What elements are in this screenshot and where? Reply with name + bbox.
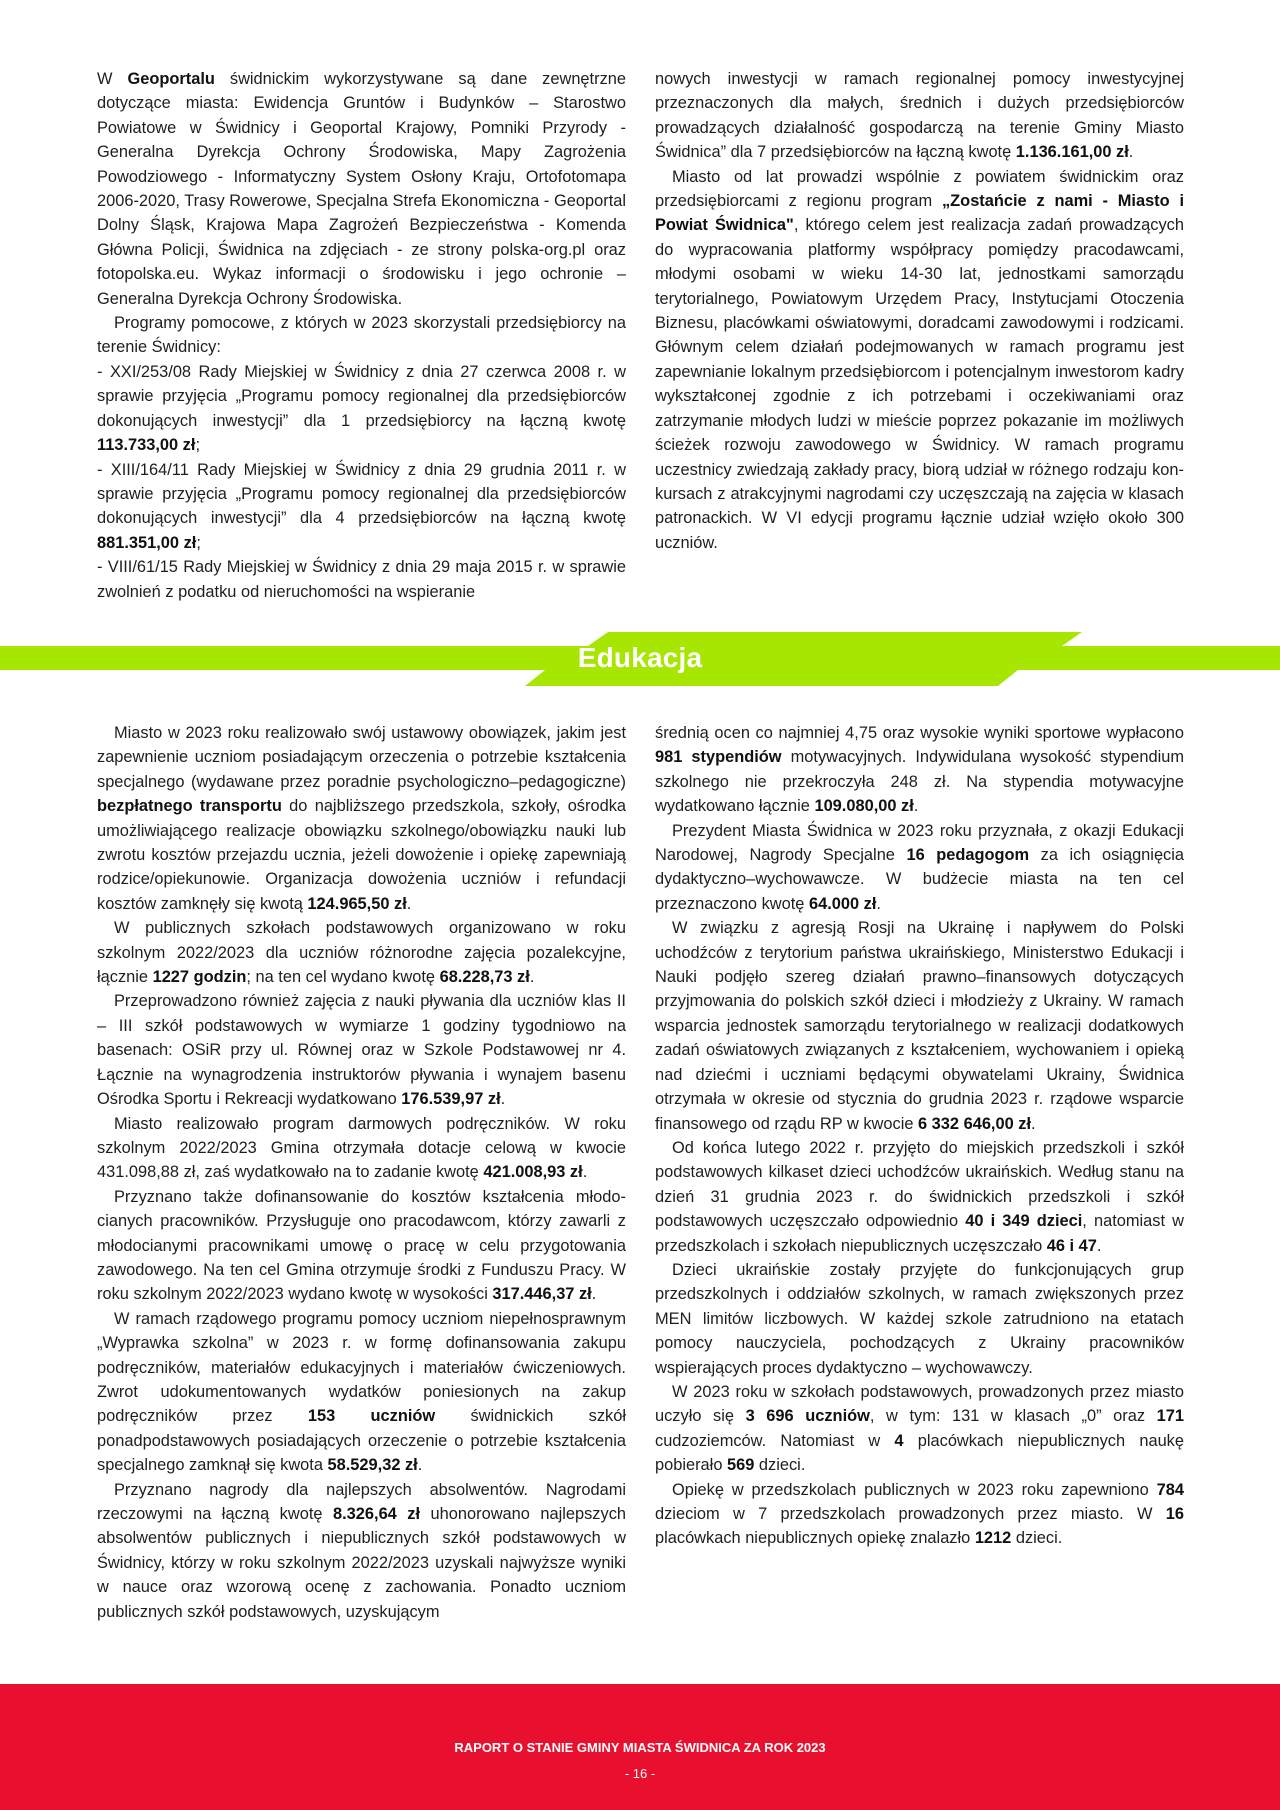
bold-figure: 981 stypendiów xyxy=(655,748,782,767)
text-run: Prezydent Miasta Świdnica w 2023 roku przyznała, z okazji Edukacji Narodowej, Nagrody Specjalne xyxy=(655,821,1184,865)
footer-title: RAPORT O STANIE GMINY MIASTA ŚWIDNICA ZA ROK 2023 xyxy=(454,1740,826,1755)
text-run: Przyznano także dofinansowanie do kosztów kształcenia młodocianych pracowników. Przysługuje ono pracodawcom, którzy zawarli z młodocianymi pracownikami umowę o pracę w celu przygotowania zawodowego. Na ten cel Gmina otrzymuje środki z Funduszu Pracy. W roku szkolnym 2022/2023 wydano kwotę w wysokości xyxy=(97,1187,626,1304)
paragraph xyxy=(97,1478,626,1624)
text-run: W ramach rządowego programu pomocy uczniom niepełnosprawnym „Wyprawka szkolna” w 2023 r. w formę dofinansowania zakupu podręczników, materiałów edukacyjnych i materiałów ćwiczeniowych. Zwrot udokumentowanych wydatków poniesionych na zakup podręczników przez xyxy=(97,1309,626,1426)
text-run: uhonorowano najlepszych absolwentów publicznych i niepublicznych szkół podstawowych w Świdnicy, którzy w roku szkolnym 2022/2023 uzyskali najwyższe wyniki w nauce oraz wzorową ocenę z zachowania. Ponadto uczniom publicznych szkół podstawowych, uzyskującym xyxy=(97,1505,627,1621)
bold-figure: 16 pedagogom xyxy=(906,846,1030,865)
bold-figure: 421.008,93 zł xyxy=(483,1163,583,1182)
bold-figure: 109.080,00 zł xyxy=(814,797,914,816)
text-run: Programy pomocowe, z których w 2023 skorzystali przedsiębiorcy na terenie Świdnicy: xyxy=(97,314,626,357)
bold-figure: Geoportalu xyxy=(127,70,215,88)
bold-figure: 4 xyxy=(894,1431,904,1450)
text-run: W związku z agresją Rosji na Ukrainę i napływem do Polski uchodźców z terytorium państwa ukraińskiego, Ministerstwo Edukacji i Nauki podjęło szereg działań prawno–finansowych dotyczących przyjmowania do polskich szkół dzieci i młodzieży z Ukrainy. W ramach wsparcia jednostek samorządu terytorialnego w realizacji dodatkowych zadań oświatowych związanych z kształceniem, wychowaniem i opieką nad dziećmi i uczniami będącymi obywatelami Ukrainy, Świdnica otrzymała w okresie od stycznia do grudnia 2023 r. rządowe wsparcie finansowego od rządu RP w kwocie xyxy=(655,919,1184,1133)
text-run: , w tym: 131 w klasach „0” oraz xyxy=(869,1407,1157,1426)
page-number: - 16 - xyxy=(624,1766,656,1781)
paragraph xyxy=(97,721,626,916)
bold-figure: 16 xyxy=(1165,1505,1184,1523)
text-run: ; na ten cel wydano kwotę xyxy=(246,968,440,987)
paragraph xyxy=(655,916,1184,1136)
bold-figure: „Zostańcie z nami - Miasto i Powiat Świdnica" xyxy=(655,192,1184,235)
paragraph xyxy=(655,67,1184,165)
text-run: placówkach niepublicznych opiekę znalazło xyxy=(655,1529,975,1548)
paragraph xyxy=(97,989,626,1111)
text-run: Opiekę w przedszkolach publicznych w 2023 roku zapewniono xyxy=(672,1480,1157,1499)
text-run: . xyxy=(582,1163,588,1182)
bold-figure: 881.351,00 zł xyxy=(97,533,197,552)
paragraph xyxy=(655,819,1184,917)
text-run: . xyxy=(1031,1114,1036,1133)
text-run: . xyxy=(876,894,881,913)
page-footer xyxy=(0,1684,1280,1810)
text-run: Od końca lutego 2022 r. przyjęto do miejskich przedszkoli i szkół podstawowych kilkaset dzieci uchodźców ukraińskich. Według stanu na dzień 31 grudnia 2023 r. do świdnickich przedszkoli i szkół podstawowych uczęszczało odpowiednio xyxy=(655,1138,1184,1231)
text-run: . xyxy=(1096,1236,1102,1255)
text-run: Miasto w 2023 roku realizowało swój ustawowy obowiązek, jakim jest zapewnienie uczniom posiadającym orzeczenia o potrzebie kształcenia specjalnego (wydawane przez poradnie psychologiczno–pedagogiczne) xyxy=(97,724,626,791)
paragraph xyxy=(655,1380,1184,1478)
paragraph xyxy=(97,311,626,360)
bold-figure: 46 i 47 xyxy=(1046,1236,1097,1255)
text-run: W 2023 roku w szkołach podstawowych, prowadzonych przez miasto uczyło się xyxy=(655,1382,1184,1426)
bold-figure: 176.539,97 zł xyxy=(401,1090,501,1109)
text-run: Przeprowadzono również zajęcia z nauki pływania dla uczniów klas II – III szkół podstawowych w wymiarze 1 godziny tygodniowo na basenach: OSiR przy ul. Równej oraz w Szkole Podstawowej nr 4. Łącznie na wynagrodzenia instruktorów pływania i wynajem basenu Ośrodka Sportu i Rekreacji wydatkowano xyxy=(97,992,626,1109)
bold-figure: 1212 xyxy=(974,1529,1012,1548)
paragraph xyxy=(97,458,626,556)
text-run: . xyxy=(417,1456,423,1475)
text-run: - XXI/253/08 Rady Miejskiej w Świdnicy z dnia 27 czerwca 2008 r. w sprawie przyjęcia „Programu pomocy regionalnej dla przedsiębiorców dokonujących inwestycji” dla 1 przedsiębiorcy na łączną kwotę xyxy=(97,362,626,430)
paragraph xyxy=(655,1136,1184,1258)
text-run: do najbliższego przedszkola, szkoły, ośrodka umożliwiającego realizacje obowiązku szkolnego/obowiązku nauki lub zwrotu kosztów przejazdu ucznia, jeżeli dowożenie i opiekę zapewniają rodzice/opiekunowie. Organizacja dowożenia uczniów i refundacji kosztów zamknęły się kwotą xyxy=(97,797,627,913)
bold-figure: 58.529,32 zł xyxy=(327,1456,418,1475)
bold-figure: 40 i 349 dzieci xyxy=(965,1212,1083,1231)
bold-figure: 6 332 646,00 zł xyxy=(918,1114,1032,1133)
text-run: , natomiast w przedszkolach i szkołach niepublicznych uczęszczało xyxy=(655,1212,1185,1255)
text-run: dzieci. xyxy=(754,1456,806,1475)
text-run: . xyxy=(913,797,919,816)
bold-figure: 113.733,00 zł xyxy=(97,436,196,455)
bold-figure: 784 xyxy=(1156,1480,1184,1499)
bold-figure: 171 xyxy=(1156,1407,1184,1426)
bold-figure: 1227 godzin xyxy=(152,968,247,987)
paragraph xyxy=(97,916,626,989)
bold-figure: 153 uczniów xyxy=(307,1407,436,1426)
text-run: świdnickich szkół ponadpodstawowych posiadających orzeczenie o potrzebie kształcenia specjalnego zamknął się kwota xyxy=(97,1407,627,1475)
text-run: , którego celem jest realizacja zadań prowadzących do wypracowania platformy współpracy pomiędzy pracodawcami, młodymi osobami w wieku 14-30 lat, jednostkami samorządu terytorialnego, Powiatowym Urzędem Pracy, Instytucjami Otoczenia Biznesu, placówkami oświatowymi, doradcami zawodowymi i rodzicami. Głównym celem działań podejmowanych w ramach programu jest zapewnianie lokalnym przedsiębiorcom i potencjalnym inwestorom kadry wykształconej zgodnie z ich potrzebami i oczekiwaniami oraz zatrzymanie młodych ludzi w mieście poprzez pokazanie im możliwych ścieżek rozwoju zawodowego w Świdnicy. W ramach programu uczestnicy zwiedzają zakłady pracy, biorą udział w różnego rodzaju konkursach z atrakcyjnymi nagrodami czy uczęszczają na zajęcia w klasach patronackich. W VI edycji programu łącznie udział wzięło około 300 uczniów. xyxy=(655,216,1184,552)
text-run: . xyxy=(529,968,535,987)
text-run: - XIII/164/11 Rady Miejskiej w Świdnicy z dnia 29 grudnia 2011 r. w sprawie przyjęcia „Programu pomocy regionalnej dla przedsiębiorców dokonujących inwestycji” dla 4 przedsiębiorców na łączną kwotę xyxy=(97,460,626,528)
text-column-top-left xyxy=(97,67,626,604)
text-run: . xyxy=(500,1090,506,1109)
text-run: świdnickim wykorzystywane są dane zewnętrzne dotyczące miasta: Ewidencja Gruntów i Budynków – Starostwo Powiatowe w Świdnicy i Geoportal Krajowy, Pomniki Przyrody - Generalna Dyrekcja Ochrony Środowiska, Mapy Zagrożenia Powodziowego - Informatyczny System Osłony Kraju, Ortofotomapa 2006-2020, Trasy Rowerowe, Specjalna Strefa Ekonomiczna - Geoportal Dolny Śląsk, Krajowa Mapa Zagrożeń Bezpieczeństwa - Komenda Główna Policji, Świdnica na zdjęciach - ze strony polska-org.pl oraz fotopolska.eu. Wykaz informacji o środowisku i jego ochronie – Generalna Dyrekcja Ochrony Środowiska. xyxy=(97,70,626,308)
text-column-bottom-left xyxy=(97,721,626,1624)
text-run: Miasto realizowało program darmowych podręczników. W roku szkolnym 2022/2023 Gmina otrzymała dotacje celową w kwocie 431.098,88 zł, zaś wydatkowało na to zadanie kwotę xyxy=(97,1114,626,1182)
text-run: ; xyxy=(195,436,200,455)
text-run: cudzoziemców. Natomiast w xyxy=(655,1431,895,1450)
paragraph xyxy=(97,67,626,311)
paragraph xyxy=(97,1112,626,1185)
bold-figure: 8.326,64 zł xyxy=(333,1505,421,1523)
paragraph xyxy=(655,1258,1184,1380)
text-run: za ich osiągnięcia dydaktyczno–wychowawcze. W budżecie miasta na ten cel przeznaczono kwotę xyxy=(655,846,1185,913)
bold-figure: 68.228,73 zł xyxy=(439,968,530,987)
paragraph xyxy=(97,1185,626,1307)
text-run: ; xyxy=(196,533,201,552)
text-run: dzieci. xyxy=(1011,1529,1063,1548)
paragraph xyxy=(655,165,1184,556)
text-run: . xyxy=(591,1285,597,1304)
paragraph xyxy=(655,1478,1184,1551)
text-column-bottom-right xyxy=(655,721,1184,1551)
bold-figure: 569 xyxy=(727,1456,755,1475)
bold-figure: 1.136.161,00 zł xyxy=(1015,143,1129,162)
text-column-top-right xyxy=(655,67,1184,555)
paragraph xyxy=(655,721,1184,819)
paragraph xyxy=(97,555,626,604)
paragraph xyxy=(97,1307,626,1478)
bold-figure: 64.000 zł xyxy=(808,894,877,913)
paragraph xyxy=(97,360,626,458)
text-run: dzieciom w 7 przedszkolach prowadzonych przez miasto. W xyxy=(655,1505,1166,1523)
text-run: . xyxy=(1128,143,1134,162)
text-run: Przyznano nagrody dla najlepszych absolwentów. Nagrodami rzeczowymi na łączną kwotę xyxy=(97,1480,626,1523)
bold-figure: bezpłatnego transportu xyxy=(97,797,282,816)
text-run: motywacyjnych. Indywidulana wysokość stypendium szkolnego nie przekroczyła 248 zł. Na stypendia motywacyjne wydatkowano łącznie xyxy=(655,748,1184,816)
section-title: Edukacja xyxy=(577,642,703,673)
text-run: Miasto od lat prowadzi wspólnie z powiatem świdnickim oraz przedsiębiorcami z regionu program xyxy=(655,167,1184,211)
bold-figure: 317.446,37 zł xyxy=(492,1285,592,1304)
text-run: W xyxy=(97,70,128,88)
text-run: średnią ocen co najmniej 4,75 oraz wysokie wyniki sportowe wypłacono xyxy=(655,724,1184,742)
text-run: W publicznych szkołach podstawowych organizowano w roku szkolnym 2022/2023 dla uczniów różnorodne zajęcia pozalekcyjne, łącznie xyxy=(97,919,626,987)
bold-figure: 124.965,50 zł xyxy=(307,894,407,913)
text-run: . xyxy=(406,894,412,913)
text-run: placówkach niepublicznych naukę pobierało xyxy=(655,1431,1184,1475)
text-run: - VIII/61/15 Rady Miejskiej w Świdnicy z dnia 29 maja 2015 r. w sprawie zwolnień z podatku od nieruchomości na wspieranie xyxy=(97,558,626,601)
text-run: nowych inwestycji w ramach regionalnej pomocy inwestycyjnej przeznaczonych dla małych, średnich i dużych przedsiębiorców prowadzących działalność gospodarczą na terenie Gminy Miasto Świdnica” dla 7 przedsiębiorców na łączną kwotę xyxy=(655,70,1184,162)
bold-figure: 3 696 uczniów xyxy=(745,1407,870,1426)
text-run: Dzieci ukraińskie zostały przyjęte do funkcjonujących grup przedszkolnych i oddziałów szkolnych, w ramach zwiększonych przez MEN limitów liczbowych. W każdej szkole zatrudniono na etatach pomocy nauczyciela, pochodzących z Ukrainy pracowników wspierających proces dydaktyczno – wychowawczy. xyxy=(655,1260,1184,1377)
